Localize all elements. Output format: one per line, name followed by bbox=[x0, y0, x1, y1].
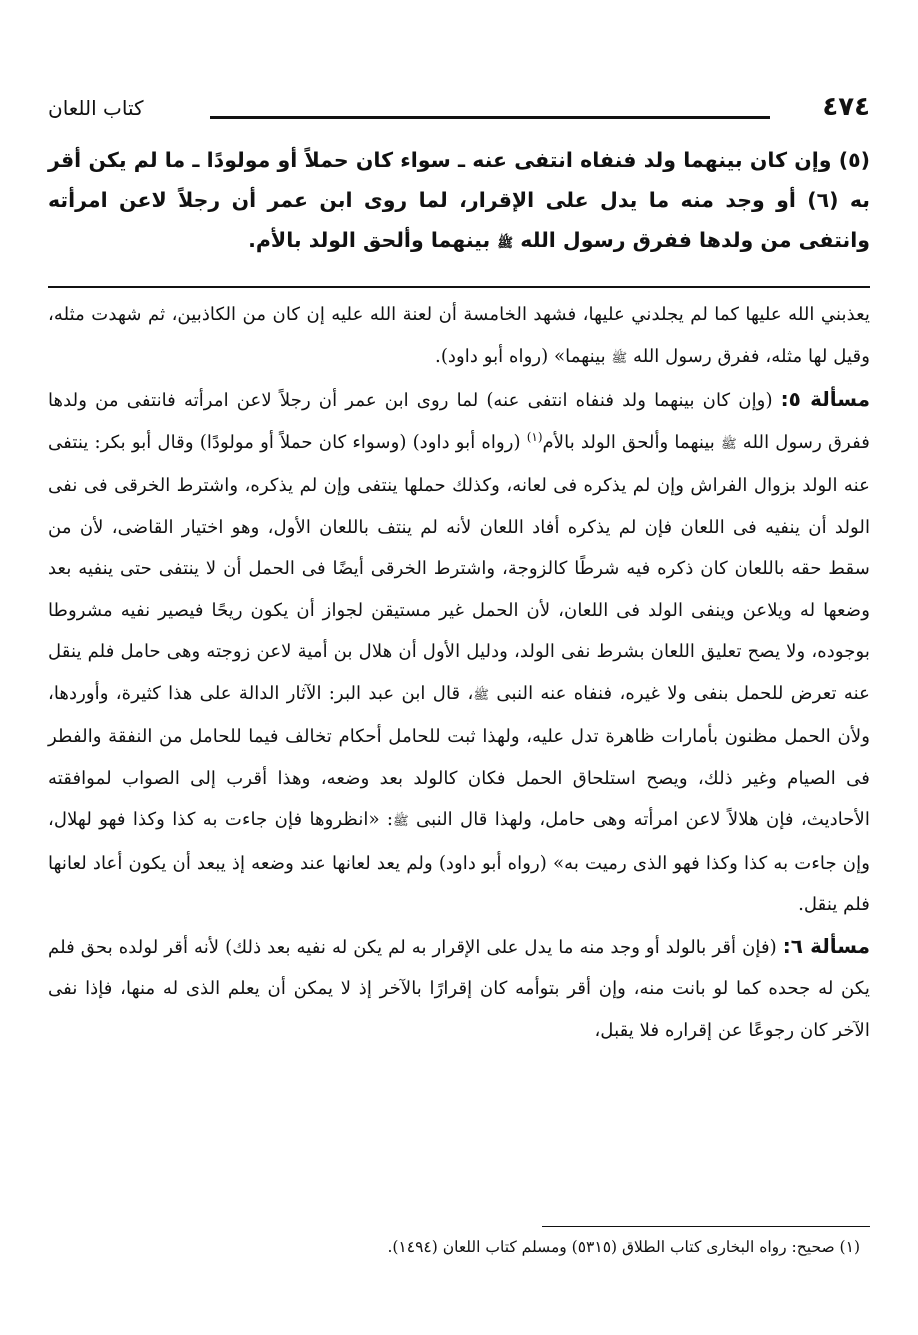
honorific-symbol: ﷺ bbox=[473, 687, 490, 703]
paragraph-text: يعذبني الله عليها كما لم يجلدني عليها، فشهد الخامسة أن لعنة الله عليه إن كان من الكاذبين، ثم شهدت مثله، وقيل لها مثله، ففرق رسول الله bbox=[48, 304, 870, 367]
paragraph-text: (وإن كان بينهما ولد فنفاه انتفى عنه) لما روى ابن عمر أن رجلاً لاعن امرأته فانتفى من ولدها ففرق رسول الله bbox=[48, 390, 870, 453]
honorific-symbol: ﷺ bbox=[497, 236, 514, 251]
section-divider bbox=[48, 286, 870, 288]
main-text-body: (٥) وإن كان بينهما ولد فنفاه انتفى عنه ـ سواء كان حملاً أو مولودًا ـ ما لم يكن أقر به (٦) أو وجد منه ما يدل على الإقرار، لما روى ابن عمر أن رجلاً لاعن امرأته وانتفى من ولدها ففرق رسول الله bbox=[48, 148, 870, 252]
honorific-symbol: ﷺ bbox=[720, 436, 737, 452]
paragraph-text: بينهما» (رواه أبو داود). bbox=[435, 345, 606, 367]
issue-6-label: مسألة ٦: bbox=[782, 933, 870, 958]
main-text bbox=[48, 140, 870, 264]
footnote-marker[interactable]: (١) bbox=[526, 429, 543, 444]
issue-5-label: مسألة ٥: bbox=[780, 387, 870, 411]
footnote: (١) صحيح: رواه البخارى كتاب الطلاق (٥٣١٥) ومسلم كتاب اللعان (١٤٩٤). bbox=[387, 1238, 860, 1256]
book-title: كتاب اللعان bbox=[48, 96, 144, 120]
header-rule bbox=[210, 116, 770, 119]
running-header bbox=[48, 92, 870, 128]
footnote-divider bbox=[542, 1226, 870, 1227]
paragraph-text: ، قال ابن عبد البر: الآثار الدالة على هذا كثيرة، وأوردها، ولأن الحمل مظنون بأمارات ظاهرة تدل عليه، ولهذا ثبت للحامل أحكام تخالف فيما للحامل من النفقة والفطر فى الصيام وغير ذلك، ويصح استلحاق الحمل فكان كالولد بعد وضعه، وهذا أقرب إلى الصواب لموافقته الأحاديث، فإن هلالاً لاعن امرأته وهى حامل، ولهذا قال النبى bbox=[48, 682, 870, 830]
commentary bbox=[48, 294, 870, 1051]
honorific-symbol: ﷺ bbox=[392, 814, 409, 829]
honorific-symbol: ﷺ bbox=[611, 350, 628, 366]
main-text-ending: بينهما وألحق الولد بالأم. bbox=[248, 228, 491, 252]
paragraph-text: (فإن أقر بالولد أو وجد منه ما يدل على الإقرار به لم يكن له نفيه بعد ذلك) لأنه أقر لولده بحق فلم يكن له جحده كما لو بانت منه، وإن أقر بتوأمه كان إقرارًا بالآخر إذ لا يمكن أن يعلم الذى له منها، فإذا نفى الآخر كان رجوعًا عن إقراره فلا يقبل، bbox=[48, 936, 870, 1041]
page-number: ٤٧٤ bbox=[822, 92, 870, 122]
paragraph-text: بينهما وألحق الولد بالأم bbox=[542, 431, 715, 453]
issue-6-paragraph bbox=[48, 926, 870, 1052]
paragraph-text: (رواه أبو داود) (وسواء كان حملاً أو مولودًا) وقال أبو بكر: ينتفى عنه الولد بزوال الفراش وإن لم يذكره فى لعانه، وكذلك حملها ينتفى وإن لم يذكره، واشترط الخرقى فى نفى الولد أن ينفيه فى اللعان فإن لم يذكره أفاد اللعان لأنه لم ينتف باللعان الأول، وهو اختيار القاضى، لأن من سقط حقه باللعان كان ذكره فيه شرطًا كالزوجة، واشترط الخرقى أيضًا فى الحمل أن لا ينتفى حتى ينفيه بعد وضعها له ويلاعن وينفى الولد فى اللعان، لأن الحمل غير مستيقن لجواز أن يكون ريحًا فيصير نفيه مشروطا بوجوده، ولا يصح تعليق اللعان بشرط نفى الولد، ودليل الأول أن هلال بن أمية لاعن زوجته وهى حامل فلم ينقل عنه تعرض للحمل بنفى ولا غيره، فنفاه عنه النبى bbox=[48, 431, 870, 704]
issue-5-paragraph bbox=[48, 379, 870, 926]
commentary-paragraph-1 bbox=[48, 294, 870, 379]
paragraph-text: : «انظروها فإن جاءت به كذا وكذا فهو لهلال، وإن جاءت به كذا وكذا فهو الذى رميت به» (رواه أبو داود) ولم يعد لعانها عند وضعه إذ يبعد أن يكون أعاد لعانها فلم ينقل. bbox=[48, 809, 870, 915]
